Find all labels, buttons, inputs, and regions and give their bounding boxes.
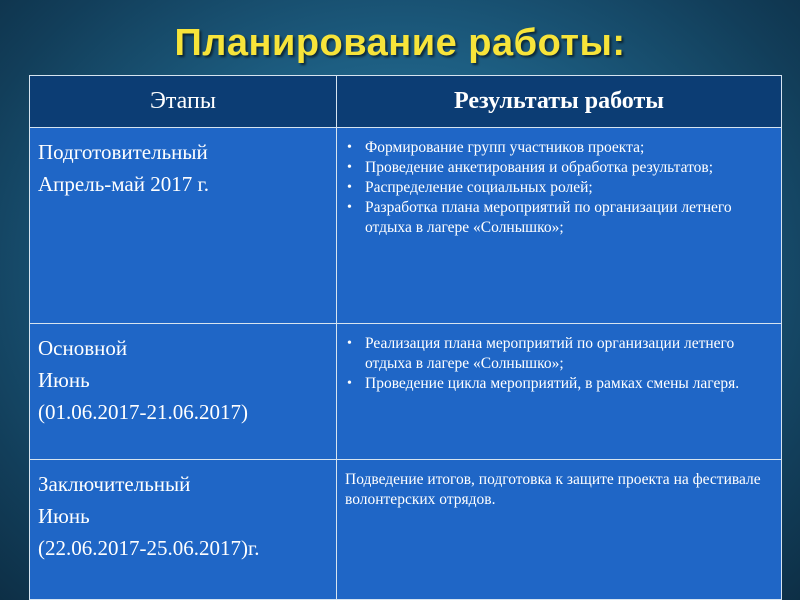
results-cell (337, 324, 782, 460)
stage-period: (01.06.2017-21.06.2017) (38, 400, 248, 424)
table-row (30, 128, 782, 324)
results-list (345, 334, 775, 394)
bullet-icon: • (347, 336, 352, 351)
header-stages: Этапы (30, 76, 337, 128)
bullet-icon: • (347, 140, 352, 155)
header-results: Результаты работы (337, 76, 782, 128)
results-cell (337, 460, 782, 600)
table-header-row (30, 76, 782, 128)
stage-month: Июнь (38, 368, 90, 392)
result-text: Реализация плана мероприятий по организации летнего отдыха в лагере «Солнышко»; (365, 335, 735, 372)
table-row (30, 460, 782, 600)
list-item (345, 198, 775, 238)
slide-title: Планирование работы: (174, 22, 626, 64)
stage-cell (30, 128, 337, 324)
stage-name: Подготовительный (38, 140, 208, 164)
stage-month: Июнь (38, 504, 90, 528)
list-item (345, 374, 775, 394)
list-item (345, 178, 775, 198)
list-item (345, 158, 775, 178)
result-text: Подведение итогов, подготовка к защите проекта на фестивале волонтерских отрядов. (345, 471, 761, 508)
bullet-icon: • (347, 160, 352, 175)
results-list (345, 138, 775, 238)
result-text: Разработка плана мероприятий по организации летнего отдыха в лагере «Солнышко»; (365, 199, 732, 236)
plan-table (29, 75, 782, 600)
stage-name: Заключительный (38, 472, 191, 496)
bullet-icon: • (347, 200, 352, 215)
results-cell (337, 128, 782, 324)
stage-cell (30, 324, 337, 460)
stage-name: Основной (38, 336, 128, 360)
result-text: Формирование групп участников проекта; (365, 139, 645, 156)
result-text: Распределение социальных ролей; (365, 179, 593, 196)
stage-period: (22.06.2017-25.06.2017)г. (38, 536, 260, 560)
result-text: Проведение анкетирования и обработка результатов; (365, 159, 714, 176)
bullet-icon: • (347, 180, 352, 195)
stage-period: Апрель-май 2017 г. (38, 172, 209, 196)
result-text: Проведение цикла мероприятий, в рамках смены лагеря. (365, 375, 740, 392)
table-row (30, 324, 782, 460)
list-item (345, 334, 775, 374)
stage-cell (30, 460, 337, 600)
bullet-icon: • (347, 376, 352, 391)
list-item (345, 138, 775, 158)
